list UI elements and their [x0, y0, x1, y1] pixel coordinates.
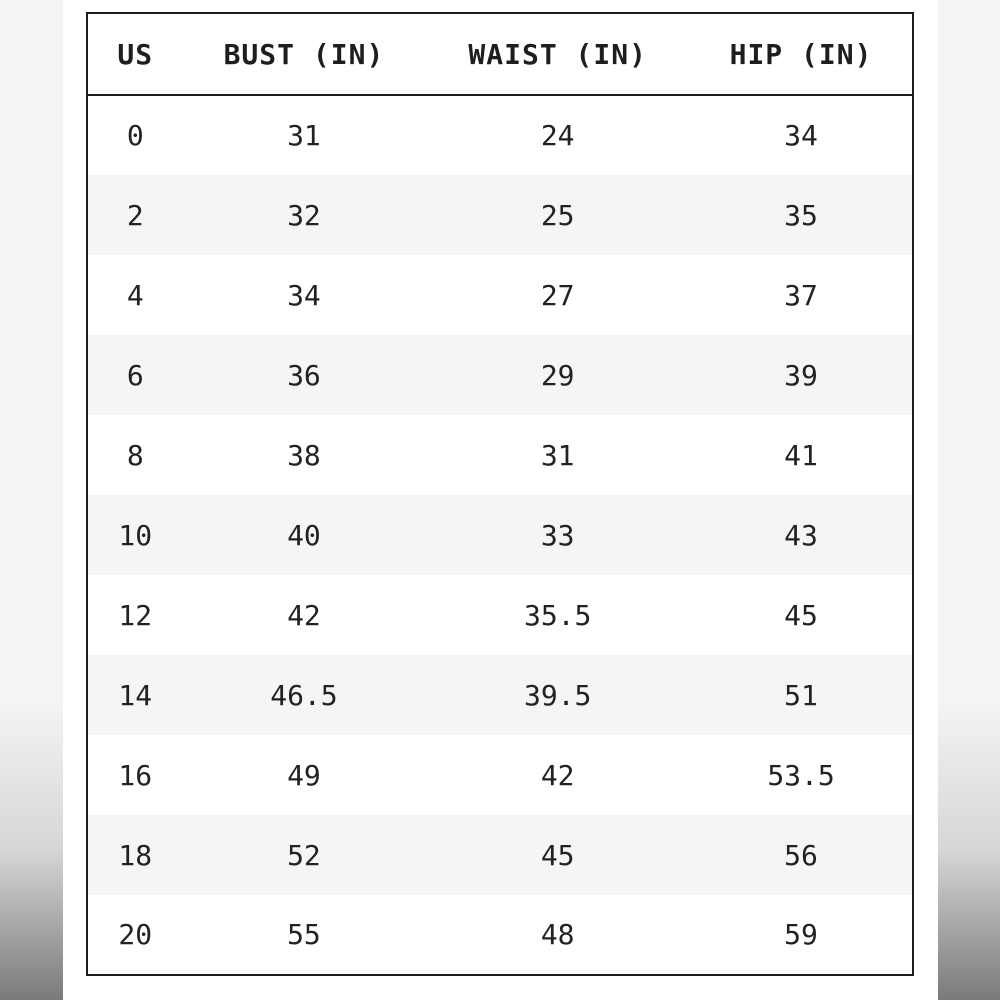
cell-us-size: 18 — [118, 838, 153, 872]
cell-hip: 41 — [784, 438, 818, 472]
table-row — [87, 895, 913, 975]
cell-hip: 34 — [784, 119, 818, 152]
cell-bust: 31 — [287, 119, 321, 152]
table-row — [87, 495, 913, 575]
cell-waist: 24 — [540, 119, 575, 152]
cell-bust: 49 — [287, 758, 321, 792]
cell-bust: 46.5 — [270, 678, 338, 712]
table-row — [87, 655, 913, 735]
cell-bust: 42 — [287, 598, 321, 632]
cell-bust: 40 — [287, 518, 321, 552]
cell-waist: 48 — [540, 918, 575, 951]
size-chart-table — [86, 12, 914, 976]
cell-bust: 36 — [287, 358, 321, 392]
table-row — [87, 415, 913, 495]
cell-hip: 45 — [784, 598, 818, 632]
table-header-row — [87, 13, 913, 95]
cell-us-size: 8 — [126, 438, 144, 472]
table-row — [87, 575, 913, 655]
cell-waist: 39.5 — [523, 678, 592, 712]
column-header-bust: BUST (IN) — [223, 37, 385, 71]
column-header-hip: HIP (IN) — [729, 37, 873, 71]
cell-us-size: 12 — [118, 598, 153, 632]
cell-waist: 35.5 — [523, 598, 592, 632]
cell-waist: 33 — [540, 518, 575, 552]
cell-us-size: 14 — [118, 678, 153, 712]
table-row — [87, 815, 913, 895]
cell-waist: 29 — [540, 358, 575, 392]
cell-hip: 59 — [784, 918, 818, 951]
cell-us-size: 2 — [126, 198, 144, 232]
cell-waist: 31 — [540, 438, 575, 472]
cell-hip: 35 — [784, 198, 818, 232]
cell-hip: 53.5 — [767, 758, 835, 792]
table-row — [87, 255, 913, 335]
cell-bust: 52 — [287, 838, 321, 872]
cell-bust: 38 — [287, 438, 321, 472]
table-row — [87, 95, 913, 175]
cell-waist: 42 — [540, 758, 575, 792]
table-row — [87, 175, 913, 255]
cell-hip: 37 — [784, 278, 818, 312]
cell-waist: 45 — [540, 838, 575, 872]
cell-us-size: 0 — [126, 119, 144, 152]
column-header-us: US — [117, 37, 154, 71]
table-row — [87, 735, 913, 815]
cell-us-size: 10 — [118, 518, 153, 552]
column-header-waist: WAIST (IN) — [468, 37, 647, 71]
cell-hip: 56 — [784, 838, 818, 872]
cell-hip: 39 — [784, 358, 818, 392]
cell-bust: 32 — [287, 198, 321, 232]
cell-us-size: 4 — [126, 278, 144, 312]
cell-waist: 27 — [540, 278, 575, 312]
cell-bust: 55 — [287, 918, 321, 951]
cell-hip: 51 — [784, 678, 818, 712]
cell-bust: 34 — [287, 278, 321, 312]
cell-us-size: 16 — [118, 758, 153, 792]
cell-waist: 25 — [540, 198, 575, 232]
cell-hip: 43 — [784, 518, 818, 552]
cell-us-size: 20 — [118, 918, 153, 951]
cell-us-size: 6 — [126, 358, 144, 392]
table-row — [87, 335, 913, 415]
